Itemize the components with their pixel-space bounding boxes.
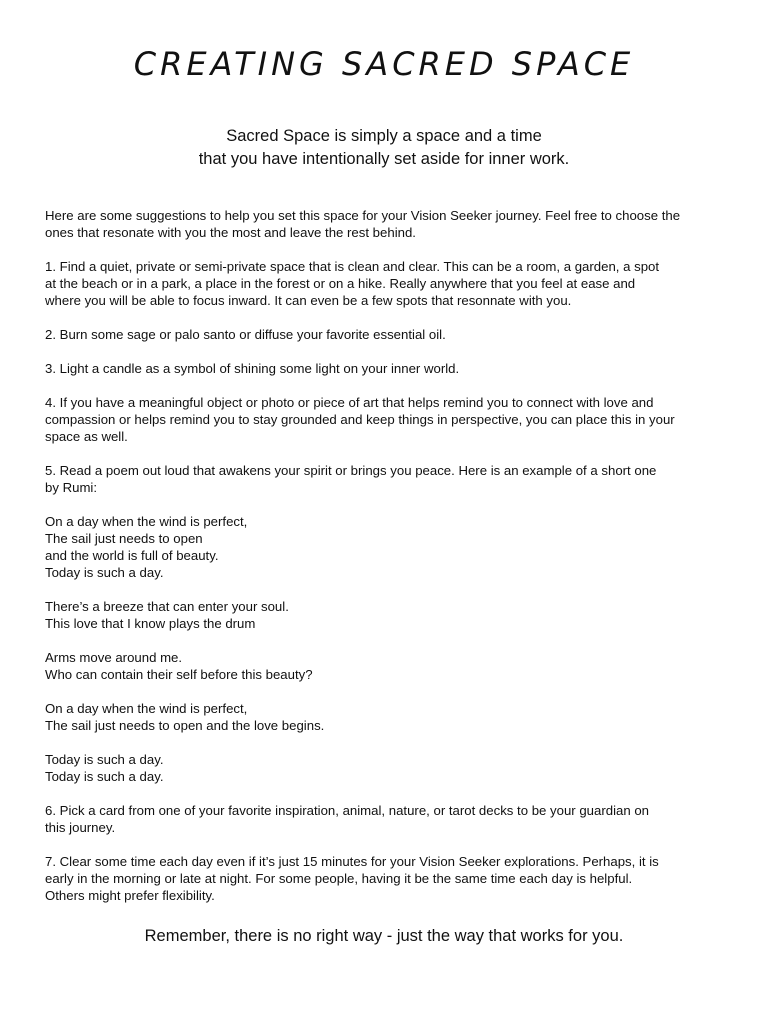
- poem-line: On a day when the wind is perfect,: [45, 514, 248, 529]
- body-text: [45, 207, 725, 921]
- poem-stanza-1: [45, 513, 725, 581]
- poem-line: Today is such a day.: [45, 565, 164, 580]
- poem-line: The sail just needs to open: [45, 531, 203, 546]
- poem-line: Today is such a day.: [45, 769, 164, 784]
- poem-line: The sail just needs to open and the love begins.: [45, 718, 325, 733]
- suggestion-item-3: [45, 360, 725, 377]
- suggestion-item-4: [45, 394, 725, 445]
- text-line: Others might prefer flexibility.: [45, 888, 215, 903]
- subtitle-line: that you have intentionally set aside for inner work.: [198, 150, 570, 168]
- poem-line: and the world is full of beauty.: [45, 548, 219, 563]
- poem-stanza-4: [45, 700, 725, 734]
- poem-stanza-3: [45, 649, 725, 683]
- text-line: 7. Clear some time each day even if it’s just 15 minutes for your Vision Seeker explorations. Perhaps, it is: [45, 854, 659, 869]
- suggestion-item-5: [45, 462, 725, 496]
- text-line: space as well.: [45, 429, 128, 444]
- text-line: 4. If you have a meaningful object or photo or piece of art that helps remind you to connect with love and: [45, 395, 654, 410]
- text-line: 3. Light a candle as a symbol of shining some light on your inner world.: [45, 361, 460, 376]
- text-line: this journey.: [45, 820, 116, 835]
- text-line: early in the morning or late at night. For some people, having it be the same time each day is helpful.: [45, 871, 633, 886]
- text-line: by Rumi:: [45, 480, 98, 495]
- text-line: 6. Pick a card from one of your favorite inspiration, animal, nature, or tarot decks to be your guardian on: [45, 803, 650, 818]
- page-title: CREATING SACRED SPACE: [133, 45, 635, 83]
- poem-line: Who can contain their self before this beauty?: [45, 667, 313, 682]
- poem-line: Arms move around me.: [45, 650, 183, 665]
- suggestion-item-2: [45, 326, 725, 343]
- poem-stanza-5: [45, 751, 725, 785]
- text-line: 5. Read a poem out loud that awakens your spirit or brings you peace. Here is an example of a short one: [45, 463, 657, 478]
- intro-paragraph: [45, 207, 725, 241]
- text-line: Here are some suggestions to help you set this space for your Vision Seeker journey. Feel free to choose the: [45, 208, 681, 223]
- text-line: 1. Find a quiet, private or semi-private space that is clean and clear. This can be a room, a garden, a spot: [45, 259, 660, 274]
- poem-line: Today is such a day.: [45, 752, 164, 767]
- suggestion-item-6: [45, 802, 725, 836]
- suggestion-item-7: [45, 853, 725, 904]
- poem-line: On a day when the wind is perfect,: [45, 701, 248, 716]
- text-line: compassion or helps remind you to stay grounded and keep things in perspective, you can place this in your: [45, 412, 675, 427]
- closing-statement: Remember, there is no right way - just the way that works for you.: [144, 927, 624, 945]
- text-line: where you will be able to focus inward. It can even be a few spots that resonnate with you.: [45, 293, 572, 308]
- poem-stanza-2: [45, 598, 725, 632]
- suggestion-item-1: [45, 258, 725, 309]
- text-line: ones that resonate with you the most and leave the rest behind.: [45, 225, 416, 240]
- text-line: 2. Burn some sage or palo santo or diffuse your favorite essential oil.: [45, 327, 446, 342]
- subtitle-line: Sacred Space is simply a space and a time: [226, 127, 542, 145]
- poem-line: There’s a breeze that can enter your soul.: [45, 599, 289, 614]
- text-line: at the beach or in a park, a place in the forest or on a hike. Really anywhere that you feel at ease and: [45, 276, 636, 291]
- poem-line: This love that I know plays the drum: [45, 616, 256, 631]
- subtitle: [0, 125, 768, 171]
